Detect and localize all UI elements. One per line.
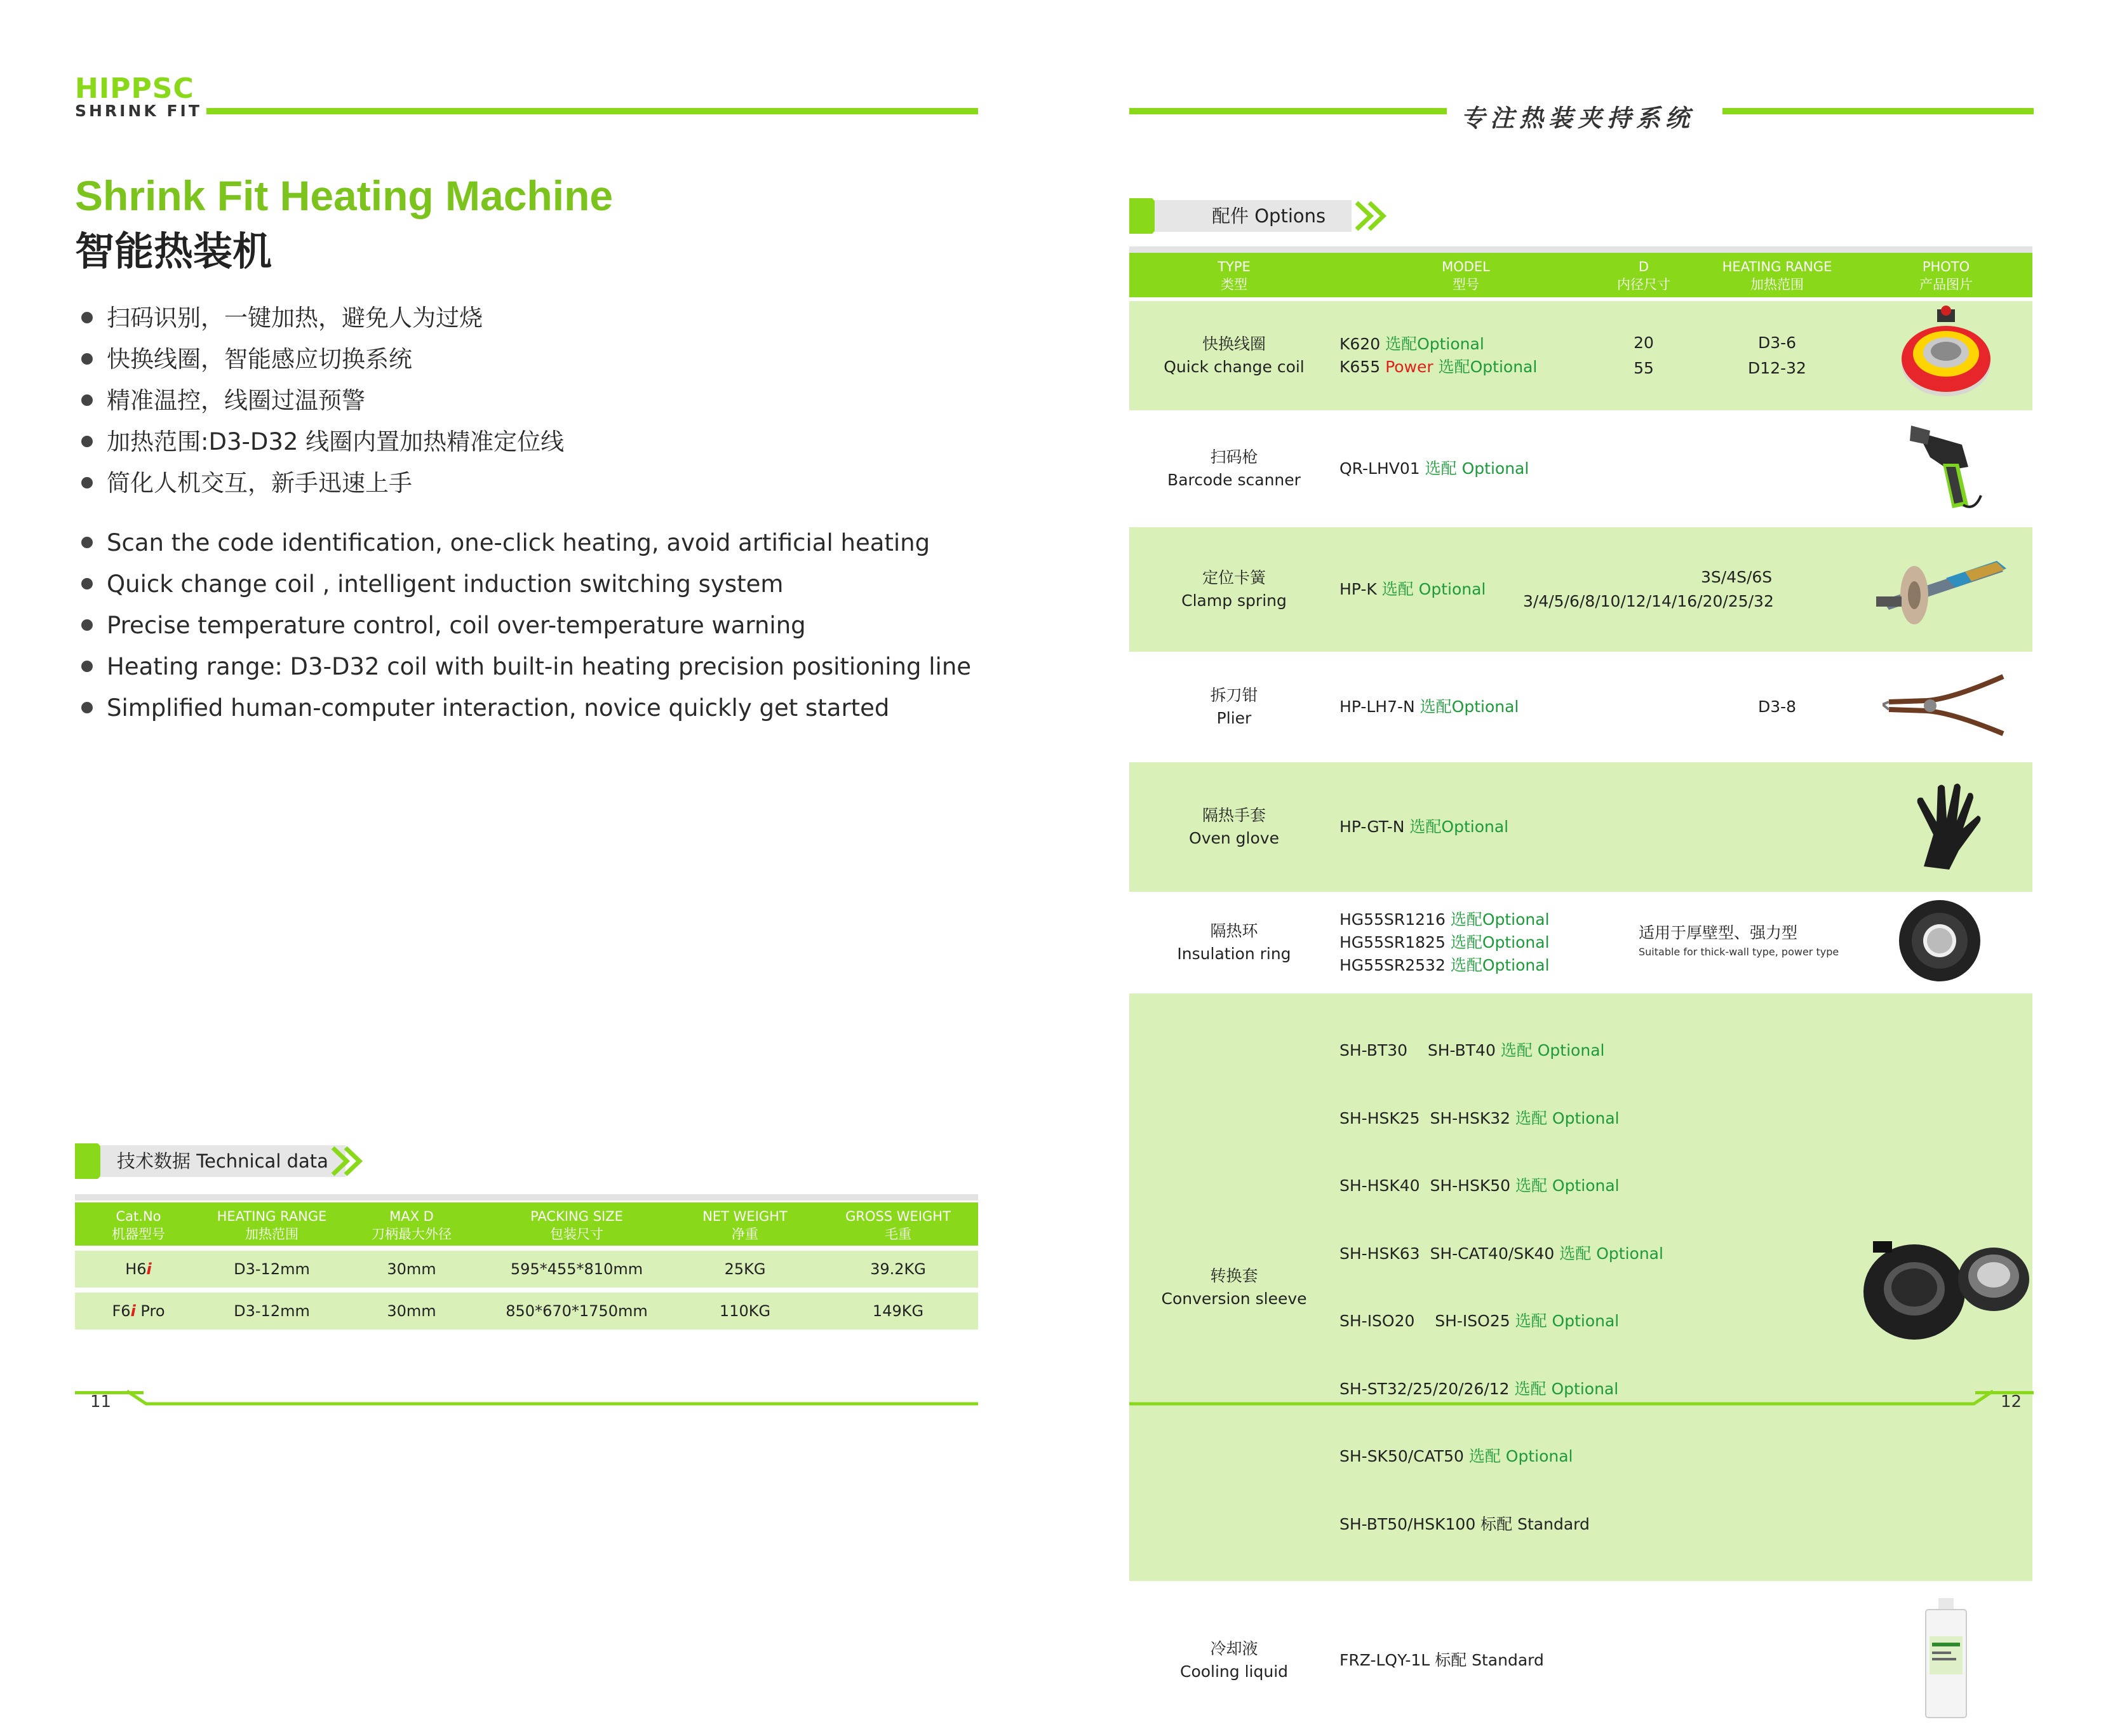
feature-item: 精准温控，线圈过温预警	[107, 380, 564, 421]
page-number-left: 11	[90, 1392, 112, 1411]
header-rule-right-b	[1722, 108, 2034, 114]
options-label-text: 配件 Options	[1155, 200, 1352, 232]
col-header: HEATING RANGE 加热范围	[202, 1202, 342, 1246]
feature-item: Precise temperature control, coil over-temperature warning	[107, 605, 971, 646]
page-title-en: Shrink Fit Heating Machine	[75, 172, 614, 219]
feature-item: Quick change coil , intelligent induction switching system	[107, 563, 971, 605]
clamp-spring-photo	[1870, 543, 2022, 632]
feature-item: 快换线圈，智能感应切换系统	[107, 339, 564, 380]
table-row: 定位卡簧 Clamp spring HP-K 选配 Optional 3S/4S/6S 3/4/5/6/8/10/12/14/16/20/25/32	[1129, 527, 2032, 652]
col-header: HEATING RANGE 加热范围	[1695, 253, 1860, 297]
double-chevron-icon	[1353, 200, 1391, 232]
glove-photo	[1905, 777, 1987, 873]
table-top-bar	[1129, 246, 2032, 253]
technical-section-label	[75, 1143, 361, 1179]
page-title-cn: 智能热装机	[75, 228, 272, 274]
col-header: PHOTO 产品图片	[1860, 253, 2032, 297]
conversion-sleeve-photo	[1860, 1222, 2032, 1349]
table-row: 扫码枪 Barcode scanner QR-LHV01 选配 Optional	[1129, 414, 2032, 523]
table-row: 拆刀钳 Plier HP-LH7-N 选配Optional D3-8	[1129, 656, 2032, 758]
brand-logo-subtitle: SHRINK FIT	[75, 102, 202, 120]
table-row: F6i Pro D3-12mm 30mm 850*670*1750mm 110KG 149KG	[75, 1293, 978, 1329]
col-header: TYPE 类型	[1129, 253, 1339, 297]
feature-item: 简化人机交互，新手迅速上手	[107, 462, 564, 504]
technical-table	[75, 1202, 978, 1329]
slogan: 专注热装夹持系统	[1461, 104, 1695, 132]
feature-item: Simplified human-computer interaction, novice quickly get started	[107, 687, 971, 729]
col-header: PACKING SIZE 包装尺寸	[481, 1202, 672, 1246]
double-chevron-icon	[329, 1145, 367, 1177]
barcode-scanner-photo	[1905, 419, 1987, 515]
feature-item: 扫码识别，一键加热，避免人为过烧	[107, 297, 564, 339]
plier-photo	[1883, 670, 2010, 740]
table-row: 转换套 Conversion sleeve SH-BT30 SH-BT40 选配 Optional SH-HSK25 SH-HSK32 选配 Optional SH-HSK40 SH-HSK50 选配 Optional SH-HSK63 SH-CAT40/SK40 选配 Optional SH-ISO20 SH-ISO25 选配 Optional SH-ST32/25/20/26/12 选配 Optional SH-SK50/CAT50 选配 Optional SH-BT50/HSK100 标配 Standard	[1129, 993, 2032, 1581]
table-row: 快换线圈 Quick change coil K620 选配Optional K655 Power 选配Optional 20 55 D3-6 D12-32	[1129, 301, 2032, 410]
feature-item: Scan the code identification, one-click heating, avoid artificial heating	[107, 522, 971, 563]
table-row: H6i D3-12mm 30mm 595*455*810mm 25KG 39.2KG	[75, 1251, 978, 1288]
options-table	[1129, 253, 2032, 1736]
col-header: NET WEIGHT 净重	[672, 1202, 818, 1246]
feature-list-en	[107, 522, 971, 729]
feature-item: Heating range: D3-D32 coil with built-in heating precision positioning line	[107, 646, 971, 687]
header-rule-left	[206, 108, 978, 114]
col-header: MODEL 型号	[1339, 253, 1593, 297]
coolant-bottle-photo	[1921, 1598, 1971, 1719]
footer-slant-right	[1129, 1389, 1993, 1408]
feature-item: 加热范围:D3-D32 线圈内置加热精准定位线	[107, 421, 564, 462]
feature-list-cn	[107, 297, 564, 504]
brand-logo: HIPPSC	[75, 72, 194, 105]
coil-photo	[1895, 303, 1997, 405]
col-header: GROSS WEIGHT 毛重	[818, 1202, 978, 1246]
page-number-right: 12	[2001, 1392, 2022, 1411]
col-header: Cat.No 机器型号	[75, 1202, 202, 1246]
options-section-label	[1129, 198, 1415, 234]
col-header: D 内径尺寸	[1593, 253, 1695, 297]
footer-slant-left	[127, 1389, 978, 1408]
table-top-bar	[75, 1194, 978, 1201]
table-row: 隔热环 Insulation ring HG55SR1216 选配Optional HG55SR1825 选配Optional HG55SR2532 选配Optional 适用于厚壁型、强力型 Suitable for thick-wall type, power type	[1129, 896, 2032, 990]
technical-label-text: 技术数据 Technical data	[100, 1145, 346, 1177]
table-row: 冷却液 Cooling liquid FRZ-LQY-1L 标配 Standard	[1129, 1585, 2032, 1736]
table-row: 隔热手套 Oven glove HP-GT-N 选配Optional	[1129, 762, 2032, 892]
insulation-ring-photo	[1892, 896, 2000, 985]
header-rule-right-a	[1129, 108, 1447, 114]
col-header: MAX D 刀柄最大外径	[342, 1202, 481, 1246]
